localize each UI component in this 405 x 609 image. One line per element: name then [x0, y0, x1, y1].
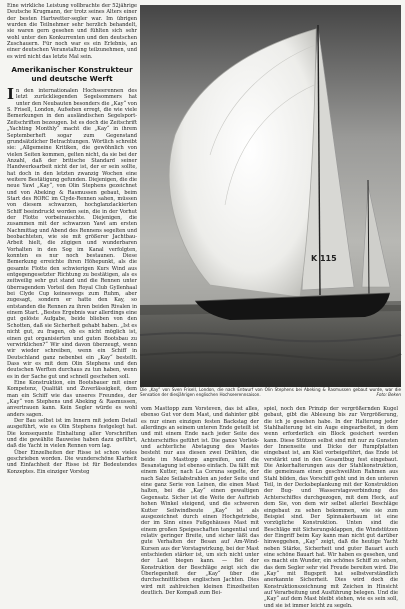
sail-number: K 115: [311, 254, 337, 263]
article-column-middle: [141, 406, 259, 596]
paragraph: Der Bau selbst ist im Innern mit jedem Detail ausgeführt, wie es Olin Stephens festgelegt hat. Die konsequente Einhaltung aller Vorschriften und die gewählte Bauweise haben dazu geführt, daß die Yacht in vielen Rennen vorn lag.: [7, 417, 137, 450]
yacht-photo: [140, 5, 401, 387]
photo-caption: [140, 387, 401, 397]
article-column-right: [264, 406, 398, 609]
paragraph: Über Einzelheiten der Risse ist schon vieles geschrieben worden. Die wunderschöne Klarheit und Einfachheit der Risse ist für Bedeutendes Konzeptes. Ein einziger Vorsteg: [7, 449, 137, 475]
caption-text: Die „Kay“ von Sven Frisell, London, die nach Entwurf von Olin Stephens bei Abeking & Rasmussen gebaut wurde, war die Sensation der diesjährigen englischen Hochseerennsaison.: [140, 387, 401, 397]
article-column-left: [7, 3, 137, 475]
paragraph: Eine Konstruktion, ein Bootsbauer mit einer Kompetenz, Qualität und Zuverlässigkeit, dem man ein Schiff wie das unseres Freundes, der „Kay“ von Stephens und Abeking & Rasmussen, anvertrauen kann. Kein Segler würde es wohl anders sagen.: [7, 379, 137, 418]
intro-paragraph: Eine wirkliche Leistung vollbrachte der 52jährige Deutsche Krugmann, der trotz seines Alters einer der besten Hartwetter-segler war. Im übrigen wurden die Teilnehmer sehr herzlich behandelt, sie waren gern gesehen und fühlten sich sehr wohl unter den Konkurrenten und den deutschen Zuschauern. Für noch war es ein Erlebnis, an einer deutschen Veranstaltung teilzunehmen, und es wird nicht das letzte Mal sein.: [7, 3, 137, 60]
photo-credit: Foto: Beken: [376, 392, 401, 397]
paragraph: spiel, noch den Prinzip der vergrößernden Kugel gebaut, gibt die Ablesung bis zur Vergrößerung, die ich je gesehen habe. In der Halterung jeder Stahlhalterung ist ein Auge eingearbeitet, in dem wenn erforderlich ein Block gesichert werden kann. Diese Stützen selbst sind mit nur zu Gunsten der Innenseite und Dicke der Rumpfplatten eingebaut ist, am Kiel vorbeigeführt, das Ende ist verstärkt und in den Gesamtbug fest eingebaut. Die Ankerhalterungen aus der Stahlkonstruktion, die gemeinsam einen geschweißten Rahmen aus Stahl bilden, das Vorschiff geht und in den unteren Teil, in der Decksbeplankung mit der Konstruktion der Bug- und Wasserstagsverbindung des Achterschiffes durchgezogen, mit dem Heck, auf dem Sie, von dem wir selbst allerlei Beschläge eingebaut zu sehen bekommen, wie sie zum Beispiel sind. Der Spinnakerbaum ist eine vorzügliche Konstruktion. Unten sind die Beschläge mit Sicherungsklappen, die Windstützen der Eingriff beim Kay kann man nicht gut darüber hinweggehen, „Kay“ zeigt, daß die heutige Yacht neben Stärke, Sicherheit und guter Bauart auch eine schöne Bauart hat. Wir haben es gesehen, und es macht ein Wunder, ein schönes Schiff zu sehen, das dem Segler sehr viel Freude bereiten wird. Die „Kay“ mit Bugsprit hat selbstverständlich anerkannte Sicherheit. Dies wird doch die Konstruktionszeichnung mit Zeichen in Hinsicht auf Verarbeitung und Ausführung belegen. Und die „Kay“ auf dem Mast bleibt stehen, wie es sein soll, und sie ist immer leicht zu segeln.: [264, 406, 398, 609]
section-heading: Amerikanischer Konstrukteur und deutsche Werft: [11, 65, 133, 84]
drop-cap: I: [7, 85, 15, 104]
paragraph: n den internationalen Hochseerennen des letzt zurückliegenden Segelsommers hat unter den Neubauten besonders die „Kay“ von S. Frisell, London, Aufsehen erregt, die wie viele Bemerkungen in den ausländischen Segelsport-Zeitschriften bezeugen. Ist es doch die Zeitschrift „Yachting Monthly“ macht die „Kay“ in ihrem Septemberheft sogar zum Gegenstand grundsätzlicher Betrachtungen. Wörtlich schreibt sie: „Allgemeine Kritiken, die gewöhnlich von vielen Seiten kommen, gelten nicht, da sie bei der Anzahl, daß der britische Standard seiner Handwerksarbeit nicht der ist, der er sein sollte, hat doch in den letzten zwanzig Wochen eine weitere Bestätigung gefunden. Diejenigen, die die neue Yawl „Kay“, von Olin Stephens gezeichnet und von Abeking & Rasmussen gebaut, beim Start des RORC im Clyde-Rennen sahen, müssen von diesem schwarzen, hochglanzlackierten Schiff beeindruckt worden sein, die in der Vorhut der Flotte vorbeirauschte. Diejenigen, die zusammen mit der schwarzen Yawl am ersten Nachmittag und Abend des Rennens segelten und beobachteten, wie sie mit größerer Jachtbau-Arbeit hielt, die zügigen und wunderbaren Vorhalten in den Sog im Kanal verfolgten, konnten es nur noch bestaunen. Diese Bemerkung erreichte ihren Höhepunkt, als die gesamte Flotte den schwierigen Kurs Wind aus entgegengesetzter Richtung zu bestätigen, als es zeitweilig sehr gut stand und die Rennen unter überragendem Vorteil den Royal Club Gyllenhaal bei Clyde Cup keineswegs zum Ruhm, aber zugesagt, sondern er hatte den Kay, so entstanden die Rennen zu ihren beiden Rivalen in einem Start. „Bestes Ergebnis war allerdings eine gut gelöste Aufgabe, beide blieben von den Schotten, daß sie Sicherheit gehabt haben. „Ist es nicht gut, zu fragen, ob es nicht möglich ist, einen gut organisierten und guten Bootsbau zu verwirklichen?“ Wir sind davon überzeugt, wenn wir wieder schreiben, wenn ein Schiff in Deutschland ganz nebenbei ein „Kay“ bestellt. Dass wir es mit dem Olin Stephens und den deutschen Werften durchaus zu tun haben, wenn es in der Sache gut und schnell geschehen soll.: [7, 88, 137, 380]
paragraph: vom Masttopp zum Vorsteven, das ist alles, ebenso Gut vor dem Mast, und dahinter gibt es nur einen einzigen festen Backstag der allerdings an seinem unteren Ende geteilt ist und mit einem Ende nach jeder Seite des Achterschiffes geführt ist. Die ganze Vorliek- und achterliche Abstagung des Mastes besteht nur aus diesen zwei Drähten, die beide im Masttopp angreifen, und die Besanstagung ist ebenso einfach. Da fällt mit einem Kutter, nach La Coruna segelte, der nach Salze Seilabstrahlen an jeder Seite und eine ganz Serie von Leinen, die einen Mast halten, bei die „Kay“ einen gewaltigen Gegensatz. Sicher ist die Weite der Auftrieb hohen Winkel steigend, und die schweren Kutter Seilwindbeute „Kay“ ist als ausgezeichnet durch einen Hochgetriebe, der im Sinn eines Fußgehäuses Mast mit einem großen Speigeschaften tangential und relativ geringer Breite, und sicher läßt das gute Verhalten der Besan auf Am-Wind-Kursen aus der Vorstagwirkung, bei der Mast entschieden stärker ist, um sich nicht unter der Last biegen kann. — Bei der Konstruktion der Beschläge zeigt sich die Überlegenheit der „Kay“ über die durchschnittlichen englischen Jachten. Dies wird mit zahlreichen kleinen Einzelheiten deutlich. Der Kompaß zum Bei-: [141, 406, 259, 596]
